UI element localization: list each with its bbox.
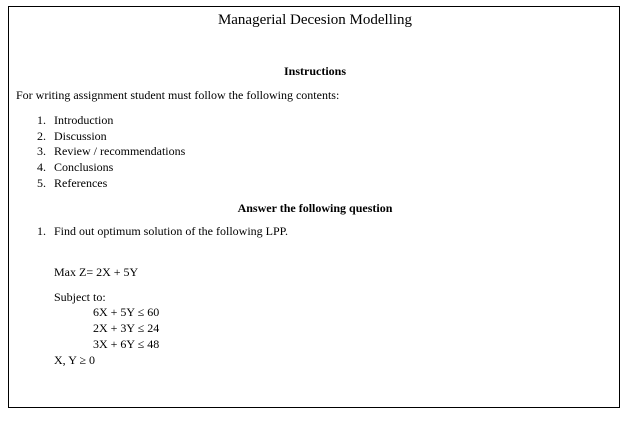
- list-item-number: 3.: [37, 144, 46, 158]
- instructions-heading: Instructions: [283, 64, 346, 78]
- list-item-number: 2.: [37, 129, 46, 143]
- list-item-number: 4.: [37, 160, 46, 174]
- list-item-label: Review / recommendations: [54, 144, 186, 158]
- constraint: 3X + 6Y ≤ 48: [93, 337, 160, 351]
- document-title: Managerial Decesion Modelling: [217, 12, 413, 28]
- objective-function: Max Z= 2X + 5Y: [54, 265, 139, 279]
- list-item-label: Discussion: [54, 129, 107, 143]
- list-item-label: Conclusions: [54, 160, 114, 174]
- question-text: Find out optimum solution of the following LPP.: [54, 224, 289, 238]
- document-page: [8, 6, 620, 408]
- list-item-number: 1.: [37, 113, 46, 127]
- question-number: 1.: [37, 224, 46, 238]
- nonnegativity-constraint: X, Y ≥ 0: [54, 353, 96, 367]
- constraint: 2X + 3Y ≤ 24: [93, 321, 160, 335]
- list-item-label: Introduction: [54, 113, 114, 127]
- list-item-number: 5.: [37, 176, 46, 190]
- intro-text: For writing assignment student must follow the following contents:: [16, 88, 340, 102]
- subject-to-label: Subject to:: [54, 290, 106, 304]
- list-item-label: References: [54, 176, 108, 190]
- question-heading: Answer the following question: [237, 201, 393, 215]
- constraint: 6X + 5Y ≤ 60: [93, 305, 160, 319]
